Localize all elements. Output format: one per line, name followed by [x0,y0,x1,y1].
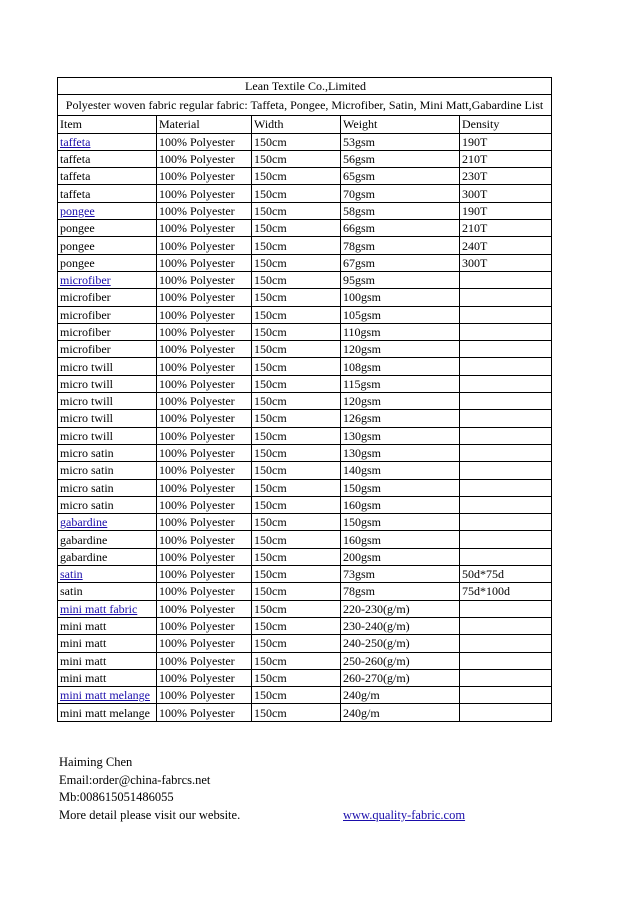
table-row [58,254,552,271]
cell-item: microfiber [58,323,157,340]
cell-density [460,306,552,323]
cell-width: 150cm [252,496,341,513]
title-row [58,78,552,95]
cell-weight: 250-260(g/m) [341,652,460,669]
cell-item: micro twill [58,410,157,427]
cell-density [460,271,552,288]
cell-material: 100% Polyester [157,704,252,721]
cell-material: 100% Polyester [157,271,252,288]
cell-material: 100% Polyester [157,600,252,617]
cell-item: satin [58,583,157,600]
cell-width: 150cm [252,635,341,652]
cell-item[interactable]: mini matt melange [58,687,157,704]
cell-width: 150cm [252,410,341,427]
cell-item: microfiber [58,289,157,306]
cell-weight: 240-250(g/m) [341,635,460,652]
cell-material: 100% Polyester [157,150,252,167]
cell-density [460,479,552,496]
table-row [58,271,552,288]
cell-material: 100% Polyester [157,220,252,237]
cell-weight: 150gsm [341,514,460,531]
cell-material: 100% Polyester [157,496,252,513]
cell-density: 210T [460,150,552,167]
cell-material: 100% Polyester [157,617,252,634]
header-material: Material [157,116,252,133]
cell-weight: 53gsm [341,133,460,150]
cell-width: 150cm [252,652,341,669]
table-row [58,652,552,669]
cell-item: micro satin [58,479,157,496]
cell-width: 150cm [252,514,341,531]
cell-item[interactable]: pongee [58,202,157,219]
cell-item: pongee [58,254,157,271]
cell-width: 150cm [252,133,341,150]
cell-density [460,617,552,634]
cell-density [460,358,552,375]
cell-density [460,410,552,427]
cell-density [460,323,552,340]
cell-item: micro twill [58,427,157,444]
cell-density [460,341,552,358]
cell-material: 100% Polyester [157,375,252,392]
table-row [58,444,552,461]
cell-width: 150cm [252,168,341,185]
cell-density [460,652,552,669]
cell-width: 150cm [252,479,341,496]
cell-item: micro satin [58,462,157,479]
cell-weight: 70gsm [341,185,460,202]
cell-density: 300T [460,254,552,271]
cell-density: 75d*100d [460,583,552,600]
cell-item[interactable]: gabardine [58,514,157,531]
table-row [58,583,552,600]
table-row [58,496,552,513]
cell-material: 100% Polyester [157,462,252,479]
cell-density [460,669,552,686]
table-row [58,358,552,375]
table-row [58,150,552,167]
cell-width: 150cm [252,341,341,358]
cell-item: mini matt [58,652,157,669]
table-row [58,168,552,185]
cell-density: 300T [460,185,552,202]
table-row [58,514,552,531]
table-row [58,548,552,565]
cell-item: micro twill [58,393,157,410]
cell-width: 150cm [252,202,341,219]
cell-material: 100% Polyester [157,323,252,340]
cell-item: gabardine [58,531,157,548]
list-subtitle: Polyester woven fabric regular fabric: Taffeta, Pongee, Microfiber, Satin, Mini Matt,Gabardine List [58,95,552,116]
cell-width: 150cm [252,375,341,392]
table-row [58,393,552,410]
cell-density [460,687,552,704]
header-width: Width [252,116,341,133]
cell-item: mini matt [58,669,157,686]
cell-item: taffeta [58,168,157,185]
cell-width: 150cm [252,669,341,686]
cell-material: 100% Polyester [157,341,252,358]
cell-weight: 78gsm [341,583,460,600]
cell-item: taffeta [58,150,157,167]
cell-density [460,462,552,479]
cell-density: 50d*75d [460,566,552,583]
cell-width: 150cm [252,358,341,375]
cell-material: 100% Polyester [157,514,252,531]
cell-width: 150cm [252,704,341,721]
cell-density: 240T [460,237,552,254]
cell-weight: 200gsm [341,548,460,565]
cell-weight: 66gsm [341,220,460,237]
header-density: Density [460,116,552,133]
cell-material: 100% Polyester [157,358,252,375]
cell-density [460,496,552,513]
cell-item: taffeta [58,185,157,202]
cell-width: 150cm [252,427,341,444]
cell-density [460,531,552,548]
cell-item: mini matt melange [58,704,157,721]
cell-material: 100% Polyester [157,652,252,669]
cell-weight: 73gsm [341,566,460,583]
cell-weight: 120gsm [341,341,460,358]
header-weight: Weight [341,116,460,133]
cell-material: 100% Polyester [157,410,252,427]
table-row [58,341,552,358]
header-item: Item [58,116,157,133]
more-detail-text: More detail please visit our website. [59,807,241,822]
cell-width: 150cm [252,185,341,202]
subtitle-row [58,95,552,116]
cell-weight: 140gsm [341,462,460,479]
cell-material: 100% Polyester [157,669,252,686]
cell-density [460,289,552,306]
cell-width: 150cm [252,687,341,704]
cell-item: micro satin [58,496,157,513]
table-row [58,375,552,392]
cell-item: microfiber [58,306,157,323]
cell-density [460,393,552,410]
cell-material: 100% Polyester [157,427,252,444]
cell-width: 150cm [252,617,341,634]
cell-weight: 110gsm [341,323,460,340]
cell-width: 150cm [252,566,341,583]
cell-weight: 120gsm [341,393,460,410]
table-row [58,635,552,652]
cell-weight: 108gsm [341,358,460,375]
website-line [59,807,579,825]
cell-width: 150cm [252,220,341,237]
cell-weight: 230-240(g/m) [341,617,460,634]
table-row [58,220,552,237]
cell-weight: 78gsm [341,237,460,254]
table-row [58,185,552,202]
table-row [58,531,552,548]
cell-material: 100% Polyester [157,237,252,254]
cell-density: 210T [460,220,552,237]
cell-width: 150cm [252,583,341,600]
cell-width: 150cm [252,548,341,565]
cell-density [460,635,552,652]
cell-item[interactable]: taffeta [58,133,157,150]
cell-weight: 130gsm [341,444,460,461]
table-row [58,566,552,583]
fabric-list-table [57,77,552,722]
cell-item: gabardine [58,548,157,565]
cell-width: 150cm [252,444,341,461]
cell-width: 150cm [252,237,341,254]
cell-material: 100% Polyester [157,444,252,461]
website-link[interactable]: www.quality-fabric.com [343,807,466,822]
table-row [58,237,552,254]
cell-width: 150cm [252,254,341,271]
cell-weight: 100gsm [341,289,460,306]
table-row [58,704,552,721]
cell-width: 150cm [252,306,341,323]
cell-material: 100% Polyester [157,531,252,548]
cell-weight: 67gsm [341,254,460,271]
cell-weight: 58gsm [341,202,460,219]
table-row [58,202,552,219]
cell-material: 100% Polyester [157,306,252,323]
table-row [58,289,552,306]
cell-item: micro satin [58,444,157,461]
cell-weight: 65gsm [341,168,460,185]
cell-item[interactable]: mini matt fabric [58,600,157,617]
cell-density [460,427,552,444]
cell-width: 150cm [252,271,341,288]
cell-density [460,548,552,565]
cell-width: 150cm [252,600,341,617]
cell-weight: 160gsm [341,531,460,548]
cell-weight: 240g/m [341,704,460,721]
cell-material: 100% Polyester [157,635,252,652]
table-row [58,427,552,444]
table-row [58,669,552,686]
cell-material: 100% Polyester [157,548,252,565]
table-row [58,687,552,704]
cell-material: 100% Polyester [157,393,252,410]
table-row [58,600,552,617]
cell-material: 100% Polyester [157,289,252,306]
table-row [58,306,552,323]
cell-item: microfiber [58,341,157,358]
contact-email: Email:order@china-fabrcs.net [59,772,211,787]
cell-item: pongee [58,237,157,254]
cell-density [460,514,552,531]
cell-material: 100% Polyester [157,254,252,271]
table-row [58,410,552,427]
cell-item: pongee [58,220,157,237]
cell-weight: 115gsm [341,375,460,392]
contact-footer [59,754,579,824]
table-row [58,462,552,479]
cell-density: 190T [460,202,552,219]
cell-item: micro twill [58,375,157,392]
cell-item: mini matt [58,617,157,634]
cell-material: 100% Polyester [157,566,252,583]
cell-weight: 150gsm [341,479,460,496]
cell-material: 100% Polyester [157,133,252,150]
cell-density [460,600,552,617]
cell-weight: 130gsm [341,427,460,444]
cell-width: 150cm [252,393,341,410]
cell-density: 190T [460,133,552,150]
cell-weight: 105gsm [341,306,460,323]
cell-item[interactable]: microfiber [58,271,157,288]
cell-weight: 95gsm [341,271,460,288]
cell-weight: 126gsm [341,410,460,427]
cell-width: 150cm [252,462,341,479]
contact-mobile: Mb:008615051486055 [59,790,174,805]
cell-density [460,704,552,721]
cell-material: 100% Polyester [157,185,252,202]
cell-weight: 160gsm [341,496,460,513]
cell-material: 100% Polyester [157,583,252,600]
table-row [58,617,552,634]
cell-density [460,375,552,392]
table-row [58,323,552,340]
contact-name: Haiming Chen [59,755,133,769]
cell-width: 150cm [252,150,341,167]
table-row [58,133,552,150]
cell-width: 150cm [252,531,341,548]
cell-item: micro twill [58,358,157,375]
cell-item: mini matt [58,635,157,652]
cell-width: 150cm [252,289,341,306]
cell-material: 100% Polyester [157,202,252,219]
cell-density [460,444,552,461]
table-row [58,479,552,496]
cell-material: 100% Polyester [157,479,252,496]
company-title: Lean Textile Co.,Limited [58,78,552,95]
cell-width: 150cm [252,323,341,340]
header-row [58,116,552,133]
cell-material: 100% Polyester [157,168,252,185]
cell-material: 100% Polyester [157,687,252,704]
cell-item[interactable]: satin [58,566,157,583]
cell-weight: 260-270(g/m) [341,669,460,686]
cell-weight: 56gsm [341,150,460,167]
cell-weight: 240g/m [341,687,460,704]
cell-weight: 220-230(g/m) [341,600,460,617]
cell-density: 230T [460,168,552,185]
